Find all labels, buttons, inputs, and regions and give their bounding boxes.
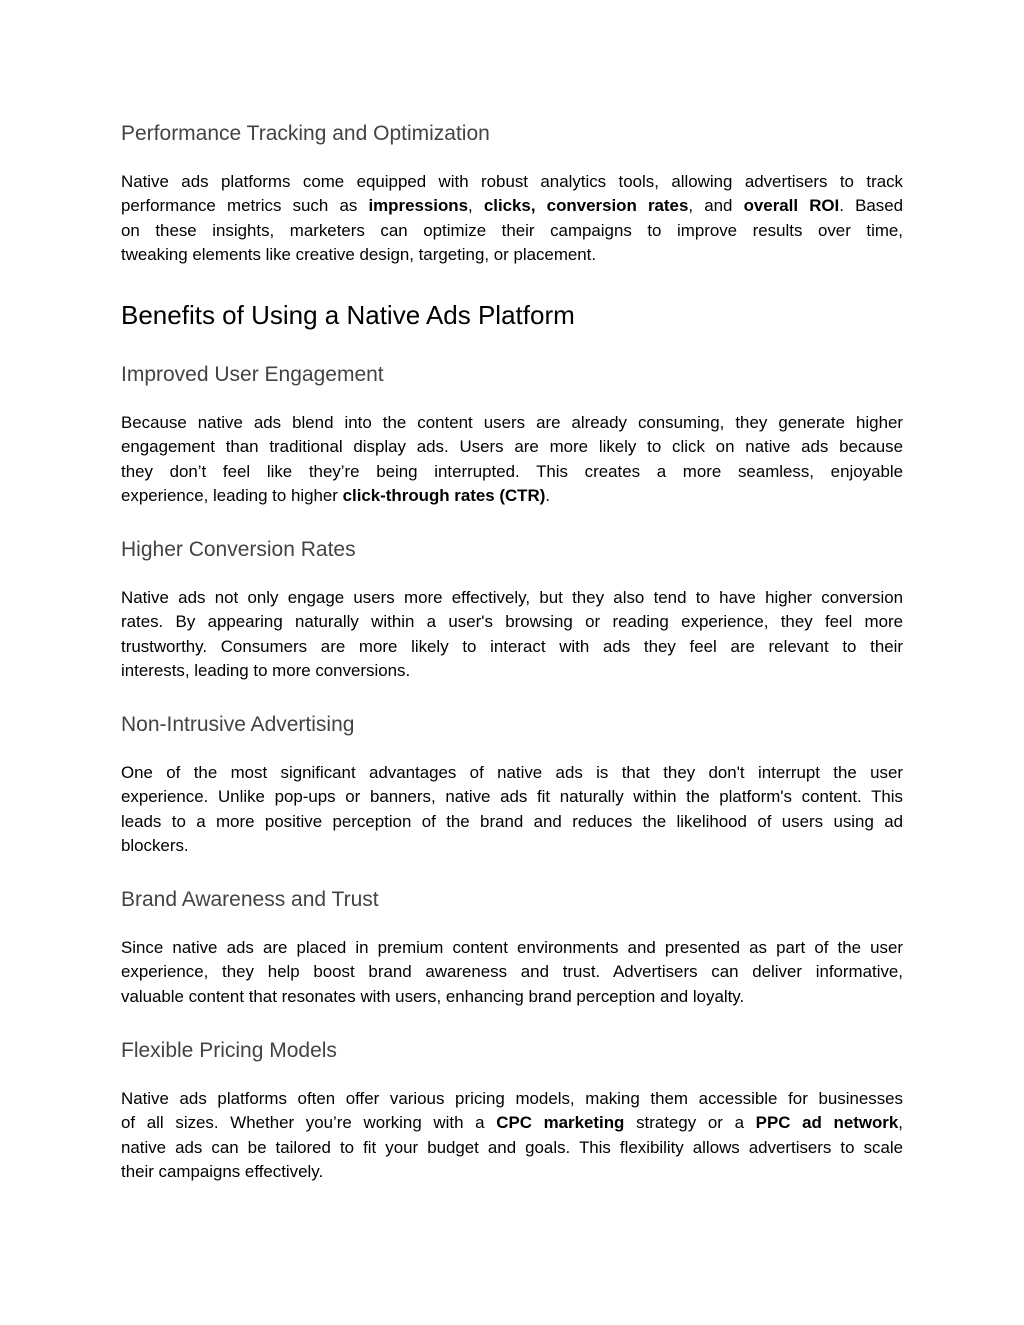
bold-term-ctr: click-through rates (CTR) xyxy=(342,485,546,505)
text-line: tweaking elements like creative design, targeting, or placement. xyxy=(121,244,597,264)
paragraph-performance-tracking xyxy=(121,170,903,267)
text-line: trustworthy. Consumers are more likely to interact with ads they feel are relevant to their xyxy=(121,636,903,656)
text-run: . xyxy=(545,485,551,505)
text-line: experience. Unlike pop-ups or banners, native ads fit naturally within the platform's content. This xyxy=(121,787,903,807)
text-run: of all sizes. Whether you’re working with a xyxy=(121,1113,497,1133)
text-line: interests, leading to more conversions. xyxy=(121,660,411,680)
text-line: leads to a more positive perception of the brand and reduces the likelihood of users using ad xyxy=(121,811,903,831)
bold-term-clicks-conversion-rates: clicks, conversion rates xyxy=(483,196,689,216)
heading-non-intrusive: Non-Intrusive Advertising xyxy=(121,713,355,736)
text-line xyxy=(121,484,903,508)
heading-conversion-rates: Higher Conversion Rates xyxy=(121,538,356,561)
text-run: , xyxy=(898,1113,903,1133)
text-run: , xyxy=(467,196,484,216)
bold-term-overall-roi: overall ROI xyxy=(743,196,840,216)
text-run: . Based xyxy=(839,196,903,216)
text-line: on these insights, marketers can optimize their campaigns to improve results over time, xyxy=(121,220,903,240)
paragraph-brand-awareness xyxy=(121,936,903,1009)
text-line: their campaigns effectively. xyxy=(121,1161,324,1181)
text-run: , and xyxy=(688,196,744,216)
text-line: engagement than traditional display ads. Users are more likely to click on native ads because xyxy=(121,437,903,457)
paragraph-conversion-rates xyxy=(121,586,903,683)
text-line: experience, they help boost brand awareness and trust. Advertisers can deliver informative, xyxy=(121,962,903,982)
bold-term-impressions: impressions xyxy=(368,196,468,216)
paragraph-pricing-models xyxy=(121,1087,903,1184)
heading-performance-tracking: Performance Tracking and Optimization xyxy=(121,122,490,145)
text-line: Native ads not only engage users more effectively, but they also tend to have higher conversion xyxy=(121,588,903,607)
text-run: experience, leading to higher xyxy=(121,485,343,505)
text-line: blockers. xyxy=(121,835,189,855)
text-line: they don’t feel like they’re being interrupted. This creates a more seamless, enjoyable xyxy=(121,461,903,481)
heading-brand-awareness: Brand Awareness and Trust xyxy=(121,888,379,911)
text-line xyxy=(121,194,903,218)
text-line: Native ads platforms often offer various pricing models, making them accessible for businesses xyxy=(121,1089,903,1108)
text-run: strategy or a xyxy=(624,1113,756,1133)
text-line: Native ads platforms come equipped with robust analytics tools, allowing advertisers to track xyxy=(121,172,903,191)
text-line: valuable content that resonates with users, enhancing brand perception and loyalty. xyxy=(121,986,745,1006)
text-line: rates. By appearing naturally within a user's browsing or reading experience, they feel more xyxy=(121,612,903,632)
paragraph-non-intrusive xyxy=(121,761,903,858)
text-line: Because native ads blend into the content users are already consuming, they generate higher xyxy=(121,413,903,432)
text-line xyxy=(121,1111,903,1135)
bold-term-ppc-ad-network: PPC ad network xyxy=(755,1113,899,1133)
bold-term-cpc-marketing: CPC marketing xyxy=(496,1113,625,1133)
text-run: performance metrics such as xyxy=(121,196,369,216)
text-line: native ads can be tailored to fit your budget and goals. This flexibility allows advertisers to scale xyxy=(121,1137,903,1157)
heading-benefits: Benefits of Using a Native Ads Platform xyxy=(121,300,575,330)
heading-pricing-models: Flexible Pricing Models xyxy=(121,1039,337,1062)
paragraph-user-engagement xyxy=(121,411,903,508)
heading-user-engagement: Improved User Engagement xyxy=(121,363,384,386)
text-line: One of the most significant advantages of native ads is that they don't interrupt the user xyxy=(121,763,903,782)
text-line: Since native ads are placed in premium content environments and presented as part of the user xyxy=(121,938,903,957)
